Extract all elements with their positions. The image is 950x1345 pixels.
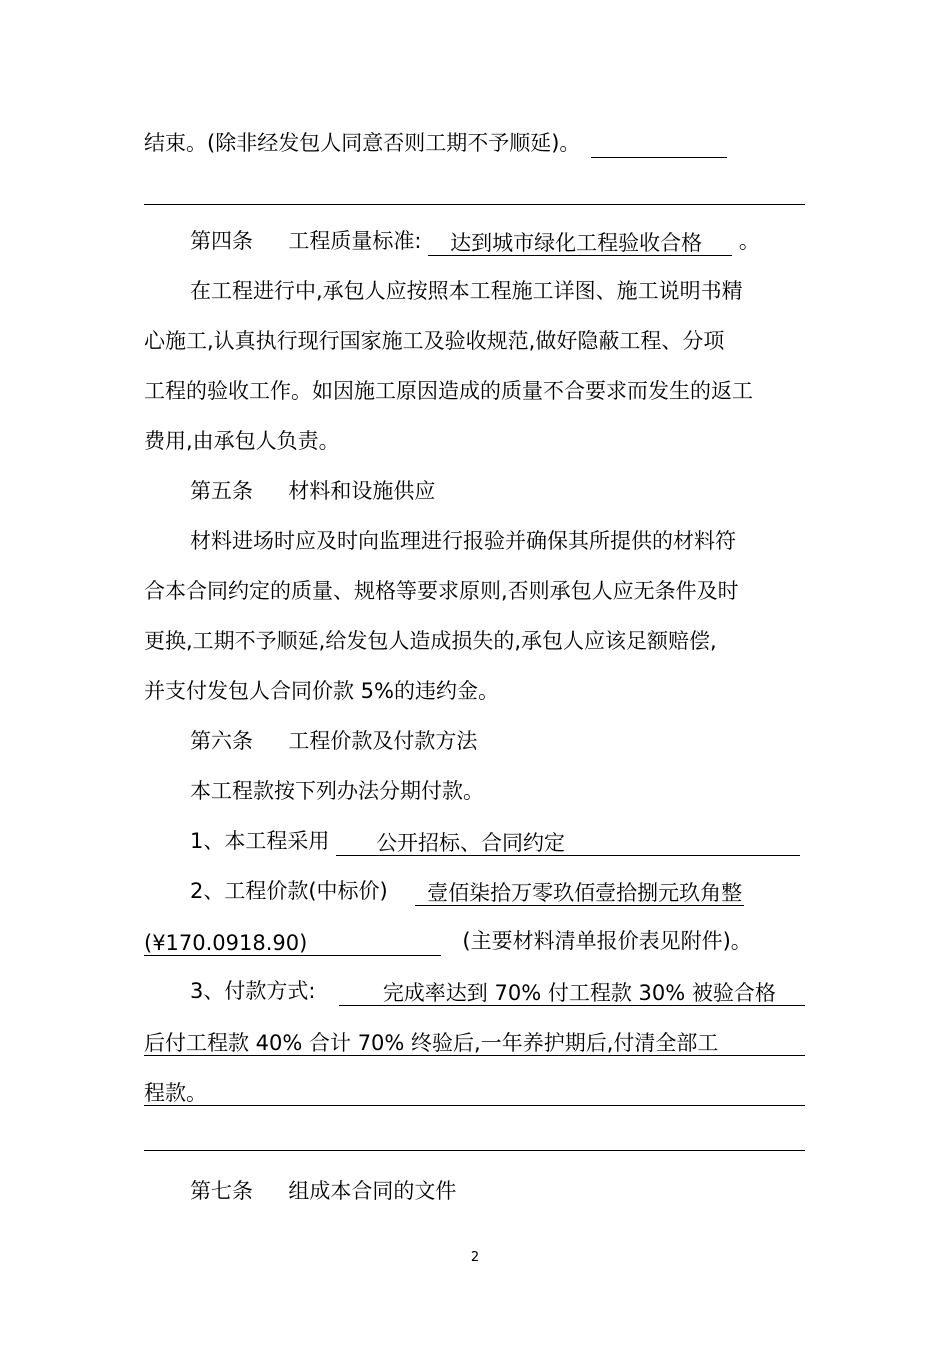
paragraph-line: 并支付发包人合同价款 5%的违约金。 — [144, 679, 499, 703]
article-title: 工程价款及付款方法 — [288, 729, 478, 753]
paragraph-line: 心施工,认真执行现行国家施工及验收规范,做好隐蔽工程、分项 — [144, 329, 725, 353]
article-6-heading — [190, 726, 477, 756]
article-number: 第五条 — [190, 479, 253, 503]
article-4-heading — [190, 226, 760, 256]
filled-value: 程款。 — [144, 1081, 805, 1106]
text-span: 。 — [738, 229, 760, 253]
item-3-continued — [144, 1026, 805, 1056]
filled-value: 完成率达到 70% 付工程款 30% 被验合格 — [339, 981, 805, 1006]
article-title: 材料和设施供应 — [288, 479, 436, 503]
article-number: 第七条 — [190, 1179, 253, 1203]
text-line — [144, 128, 727, 158]
text-span: (主要材料清单报价表见附件)。 — [462, 929, 752, 953]
article-title: 组成本合同的文件 — [288, 1179, 457, 1203]
filled-value: 公开招标、合同约定 — [336, 831, 800, 856]
filled-value: 壹佰柒拾万零玖佰壹拾捌元玖角整 — [415, 881, 744, 906]
paragraph-line: 费用,由承包人负责。 — [144, 429, 340, 453]
article-7-heading — [190, 1176, 456, 1206]
article-number: 第六条 — [190, 729, 253, 753]
paragraph-line: 工程的验收工作。如因施工原因造成的质量不合要求而发生的返工 — [144, 379, 753, 403]
item-3-continued — [144, 1076, 805, 1106]
item-label: 3、付款方式: — [190, 979, 316, 1003]
item-3 — [190, 976, 805, 1006]
blank-line — [144, 1150, 805, 1151]
article-title: 工程质量标准: — [288, 229, 422, 253]
paragraph-line: 更换,工期不予顺延,给发包人造成损失的,承包人应该足额赔偿, — [144, 629, 717, 653]
item-2 — [190, 876, 744, 906]
page-number: 2 — [470, 1250, 480, 1265]
item-2-continued — [144, 926, 752, 956]
filled-value: 达到城市绿化工程验收合格 — [428, 231, 732, 256]
item-label: 1、本工程采用 — [190, 829, 330, 853]
text-span: 结束。(除非经发包人同意否则工期不予顺延)。 — [144, 131, 581, 155]
item-label: 2、工程价款(中标价) — [190, 879, 388, 903]
paragraph-line: 合本合同约定的质量、规格等要求原则,否则承包人应无条件及时 — [144, 579, 739, 603]
filled-value: 后付工程款 40% 合计 70% 终验后,一年养护期后,付清全部工 — [144, 1031, 805, 1056]
blank-line — [144, 204, 805, 205]
filled-value: (¥170.0918.90) — [144, 931, 441, 956]
paragraph-line: 在工程进行中,承包人应按照本工程施工详图、施工说明书精 — [190, 279, 743, 303]
article-number: 第四条 — [190, 229, 253, 253]
paragraph-line: 本工程款按下列办法分期付款。 — [190, 779, 484, 803]
paragraph-line: 材料进场时应及时向监理进行报验并确保其所提供的材料符 — [190, 529, 736, 553]
item-1 — [190, 826, 800, 856]
article-5-heading — [190, 476, 435, 506]
blank-underline — [591, 157, 727, 158]
